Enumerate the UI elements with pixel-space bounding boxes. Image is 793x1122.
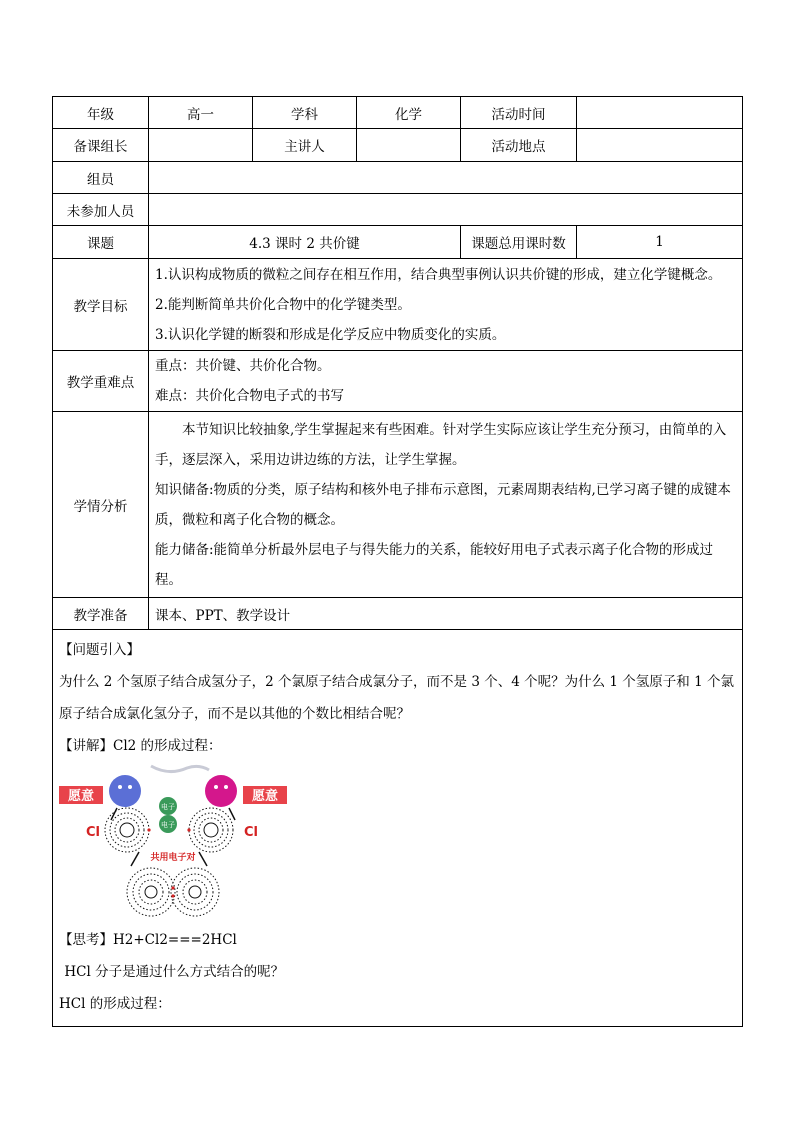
objectives-content <box>149 259 743 351</box>
grade-value: 高一 <box>149 97 253 129</box>
question-line: HCl 分子是通过什么方式结合的呢？ <box>64 964 285 980</box>
key-points-content <box>149 351 743 412</box>
analysis-paragraph-2: 知识储备:物质的分类，原子结构和核外电子排布示意图，元素周期表结构,已学习离子键的成键本质，微粒和离子化合物的概念。 <box>155 481 731 528</box>
explain-line: 【讲解】Cl2 的形成过程： <box>59 738 222 754</box>
topic-value: 4.3 课时 2 共价键 <box>149 226 461 259</box>
total-hours-label: 课题总用课时数 <box>461 226 577 259</box>
atom-label-left: Cl <box>86 825 100 840</box>
blue-ball-eye-right <box>128 785 132 789</box>
group-leader-value <box>149 129 253 162</box>
atom-label-right: Cl <box>244 825 258 840</box>
nucleus-left <box>120 823 134 837</box>
electron-tag-top: 电子 <box>161 803 175 811</box>
speaker-value <box>357 129 461 162</box>
shared-pair-label: 共用电子对 <box>150 853 196 863</box>
subject-label: 学科 <box>253 97 357 129</box>
grade-label: 年级 <box>53 97 149 129</box>
group-leader-label: 备课组长 <box>53 129 149 162</box>
key-point: 重点：共价键、共价化合物。 <box>155 358 331 374</box>
magenta-ball-icon <box>205 775 237 807</box>
absent-label: 未参加人员 <box>53 194 149 226</box>
intro-text: 为什么 2 个氢原子结合成氢分子，2 个氯原子结合成氯分子，而不是 3 个、4 个呢？为什么 1 个氢原子和 1 个氯原子结合成氯化氢分子，而不是以其他的个数比相结合呢？ <box>59 674 734 722</box>
activity-place-value <box>577 129 743 162</box>
objectives-label: 教学目标 <box>53 259 149 351</box>
unpaired-electron-right <box>187 828 190 831</box>
total-hours-value: 1 <box>577 226 743 259</box>
topic-label: 课题 <box>53 226 149 259</box>
molecule-nucleus-left <box>145 886 157 898</box>
magenta-ball-eye-right <box>224 785 228 789</box>
key-points-label: 教学重难点 <box>53 351 149 412</box>
blue-ball-icon <box>109 775 141 807</box>
cl-atom-right <box>187 808 233 852</box>
cl2-formation-diagram <box>59 764 287 924</box>
blue-ball-eye-left <box>118 785 122 789</box>
arrow-left-down <box>111 808 117 820</box>
electron-tag-bottom: 电子 <box>161 821 175 829</box>
analysis-label: 学情分析 <box>53 412 149 598</box>
willing-text-right: 愿意 <box>251 789 279 804</box>
speaker-label: 主讲人 <box>253 129 357 162</box>
members-value <box>149 162 743 194</box>
subject-value: 化学 <box>357 97 461 129</box>
preparation-label: 教学准备 <box>53 598 149 630</box>
cl-atom-left <box>105 808 151 852</box>
shared-electron-1 <box>171 886 174 889</box>
arrow-right-merge <box>199 852 207 866</box>
members-label: 组员 <box>53 162 149 194</box>
absent-value <box>149 194 743 226</box>
lesson-plan-table <box>52 96 743 1027</box>
unpaired-electron-left <box>147 828 150 831</box>
arrow-left-merge <box>131 852 139 866</box>
activity-time-label: 活动时间 <box>461 97 577 129</box>
willing-text-left: 愿意 <box>67 789 95 804</box>
hcl-line: HCl 的形成过程： <box>59 996 171 1012</box>
arrow-right-down <box>229 808 235 820</box>
objective-1: 1.认识构成物质的微粒之间存在相互作用，结合典型事例认识共价键的形成，建立化学键概念。 <box>155 266 722 283</box>
objective-2: 2.能判断简单共价化合物中的化学键类型。 <box>155 296 411 313</box>
preparation-value: 课本、PPT、教学设计 <box>149 598 743 630</box>
activity-place-label: 活动地点 <box>461 129 577 162</box>
molecule-nucleus-right <box>189 886 201 898</box>
analysis-paragraph-1: 本节知识比较抽象,学生掌握起来有些困难。针对学生实际应该让学生充分预习，由简单的入手，逐层深入，采用边讲边练的方法，让学生掌握。 <box>155 421 727 468</box>
analysis-content <box>149 412 743 598</box>
nucleus-right <box>204 823 218 837</box>
think-line: 【思考】H2+Cl2===2HCl <box>59 932 237 948</box>
cl2-diagram-svg <box>59 764 287 924</box>
objective-3: 3.认识化学键的断裂和形成是化学反应中物质变化的实质。 <box>155 326 506 343</box>
shared-electron-2 <box>171 894 174 897</box>
intro-heading: 【问题引入】 <box>59 642 140 658</box>
top-decoration <box>151 766 209 772</box>
activity-time-value <box>577 97 743 129</box>
cl2-molecule <box>127 868 219 916</box>
difficult-point: 难点：共价化合物电子式的书写 <box>155 388 344 404</box>
magenta-ball-eye-left <box>214 785 218 789</box>
analysis-paragraph-3: 能力储备:能简单分析最外层电子与得失能力的关系，能较好用电子式表示离子化合物的形成过程。 <box>155 541 714 588</box>
process-section <box>53 630 743 1027</box>
